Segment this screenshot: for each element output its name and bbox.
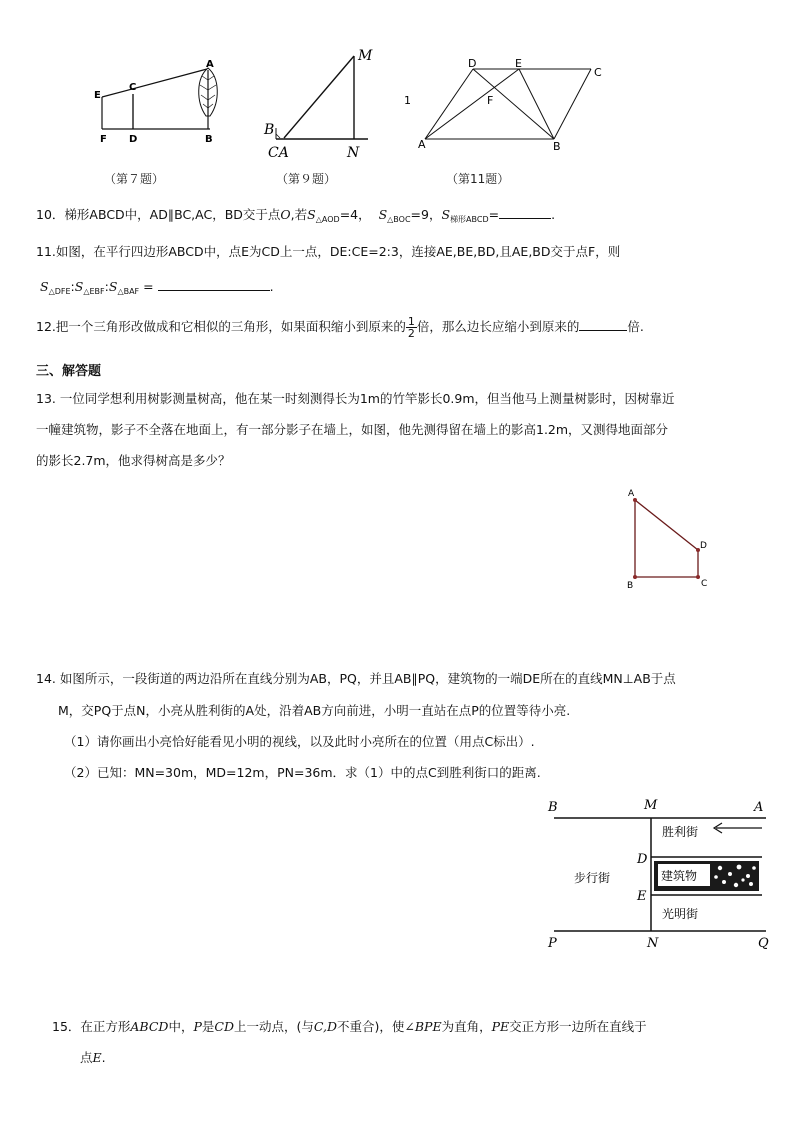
- fig13-label-c: C: [701, 579, 708, 589]
- fig14-label-n: N: [647, 936, 659, 951]
- fig7-label-c: C: [129, 82, 137, 93]
- fig14-label-b: B: [548, 800, 558, 815]
- question-14-line4: （2）已知：MN=30m，MD=12m，PN=36m．求（1）中的点C到胜利街口的距离.: [64, 765, 541, 780]
- question-14-line3: （1）请你画出小亮恰好能看见小明的视线，以及此时小亮所在的位置（用点C标出）.: [64, 734, 535, 749]
- question-10: [36, 206, 555, 229]
- fig7-label-d: D: [129, 134, 138, 145]
- question-13-line1: 13. 一位同学想利用树影测量树高，他在某一时刻测得长为1m的竹竿影长0.9m，但当他马上测量树影时，因树靠近: [36, 391, 675, 406]
- q11-sub-dfe: △DFE: [48, 287, 71, 296]
- q10-answer-blank: [499, 206, 551, 219]
- fig11-label-1: 1: [404, 94, 411, 107]
- q10-period: .: [551, 207, 556, 222]
- q10-s3: S: [441, 207, 451, 222]
- fig11-label-c: C: [594, 66, 602, 79]
- question-12: [36, 316, 644, 339]
- q15-mid1: 中，: [168, 1019, 194, 1034]
- q15-p: P: [193, 1019, 202, 1034]
- fig14-building-label: 建筑物: [661, 869, 698, 883]
- q15-prefix: 15．在正方形: [52, 1019, 131, 1034]
- q10-point-o: O: [280, 207, 291, 222]
- figure-7-diagram: [92, 56, 242, 156]
- figure-11-diagram: [398, 56, 610, 156]
- fig14-label-e: E: [637, 889, 647, 904]
- q10-val1: =4，: [339, 207, 371, 222]
- q10-sub-boc: △BOC: [387, 215, 411, 224]
- q10-end: =: [488, 207, 500, 222]
- question-13-line2: 一幢建筑物，影子不全落在地面上，有一部分影子在墙上，如图，他先测得留在墙上的影高1.2m，又测得地面部分: [36, 422, 669, 437]
- fig7-label-a: A: [206, 59, 214, 70]
- question-14-line1: 14. 如图所示，一段街道的两边沿所在直线分别为AB，PQ，并且AB∥PQ，建筑物的一端DE所在的直线MN⊥AB于点: [36, 671, 676, 686]
- figure-14-diagram: [540, 792, 780, 960]
- question-14-line2: M，交PQ于点N，小亮从胜利街的A处，沿着AB方向前进，小明一直站在点P的位置等待小亮.: [58, 703, 571, 718]
- question-13-line3: 的影长2.7m，他求得树高是多少？: [36, 453, 231, 468]
- fig11-label-b: B: [553, 140, 561, 153]
- q12-end: 倍.: [627, 319, 644, 334]
- figure-9-caption: （第９题）: [276, 172, 337, 186]
- q11-s3: S: [108, 279, 118, 294]
- q15-mid5: 为直角，: [441, 1019, 492, 1034]
- q12-frac-num: 1: [407, 315, 415, 328]
- q11-s1: S: [40, 279, 49, 294]
- q11-eq: =: [143, 279, 154, 294]
- q10-val2: =9，: [410, 207, 442, 222]
- q12-answer-blank: [579, 318, 627, 331]
- fig11-label-d: D: [468, 57, 477, 70]
- fig14-label-d: D: [637, 852, 648, 867]
- tree-icon: [199, 68, 218, 116]
- fig14-label-a: A: [754, 800, 764, 815]
- figure-9-diagram: [254, 44, 384, 162]
- q15-cd: CD: [214, 1019, 234, 1034]
- section-3-header: 三、解答题: [36, 364, 102, 379]
- q11-period: .: [269, 279, 274, 294]
- q10-prefix: 10．梯形ABCD中，AD∥BC,AC，BD交于点: [36, 207, 281, 222]
- fig7-label-b: B: [205, 134, 213, 145]
- fig14-street-buxing: 步行街: [574, 871, 611, 885]
- q10-sub-aod: △AOD: [315, 215, 340, 224]
- fig14-label-q: Q: [758, 936, 769, 951]
- q15-mid4: 不重合)，使: [337, 1019, 405, 1034]
- q15-angle: ∠BPE: [404, 1019, 442, 1034]
- q12-fraction: [406, 316, 417, 339]
- fig9-label-n: N: [347, 145, 360, 161]
- q10-mid1: ,若: [290, 207, 308, 222]
- q15-e: E: [92, 1050, 102, 1065]
- fig14-street-shengli: 胜利街: [662, 825, 699, 839]
- fig9-label-m: M: [358, 48, 373, 64]
- fig11-label-f: F: [487, 94, 494, 107]
- figure-7-caption: （第７题）: [104, 172, 165, 186]
- fig14-label-m: M: [644, 798, 658, 813]
- q11-sub-baf: △BAF: [117, 287, 140, 296]
- fig13-label-a: A: [628, 489, 635, 499]
- q11-sub-ebf: △EBF: [83, 287, 105, 296]
- q11-answer-blank: [158, 278, 270, 291]
- q10-sub-trap: 梯形ABCD: [450, 215, 489, 224]
- fig13-label-d: D: [700, 541, 707, 551]
- fig13-label-b: B: [627, 581, 634, 591]
- question-11-line1: 11.如图，在平行四边形ABCD中，点E为CD上一点，DE:CE=2:3，连接AE,BE,BD,且AE,BD交于点F，则: [36, 244, 621, 259]
- fig7-label-f: F: [100, 134, 107, 145]
- q15-line2-prefix: 点: [80, 1050, 93, 1065]
- q12-mid: 倍，那么边长应缩小到原来的: [416, 319, 580, 334]
- q11-s2: S: [74, 279, 84, 294]
- q15-mid2: 是: [201, 1019, 215, 1034]
- q15-mid3: 上一动点，(与: [233, 1019, 314, 1034]
- q12-prefix: 12.把一个三角形改做成和它相似的三角形，如果面积缩小到原来的: [36, 319, 406, 334]
- q15-mid6: 交正方形一边所在直线于: [509, 1019, 647, 1034]
- fig9-label-ca: CA: [268, 145, 289, 161]
- fig11-label-e: E: [515, 57, 522, 70]
- q12-frac-den: 2: [407, 327, 415, 340]
- fig14-label-p: P: [548, 936, 557, 951]
- q11-colon2: :: [104, 279, 109, 294]
- q15-line2-end: .: [101, 1050, 106, 1065]
- fig14-street-guangming: 光明街: [662, 907, 699, 921]
- q15-abcd: ABCD: [130, 1019, 169, 1034]
- fig7-label-e: E: [94, 90, 101, 101]
- q11-colon1: :: [70, 279, 75, 294]
- figure-13-diagram: [620, 484, 720, 594]
- q10-s1: S: [307, 207, 316, 222]
- fig9-label-b: B: [264, 122, 275, 138]
- question-15-line2: [80, 1049, 106, 1067]
- q15-pe: PE: [491, 1019, 510, 1034]
- question-15-line1: [52, 1018, 647, 1036]
- q10-s2: S: [378, 207, 388, 222]
- figure-11-caption: （第11题）: [446, 172, 510, 186]
- q15-cd2: C,D: [313, 1019, 337, 1034]
- fig11-label-a: A: [418, 138, 426, 151]
- question-11-line2: [40, 278, 274, 301]
- arrow-left-icon: [714, 823, 762, 833]
